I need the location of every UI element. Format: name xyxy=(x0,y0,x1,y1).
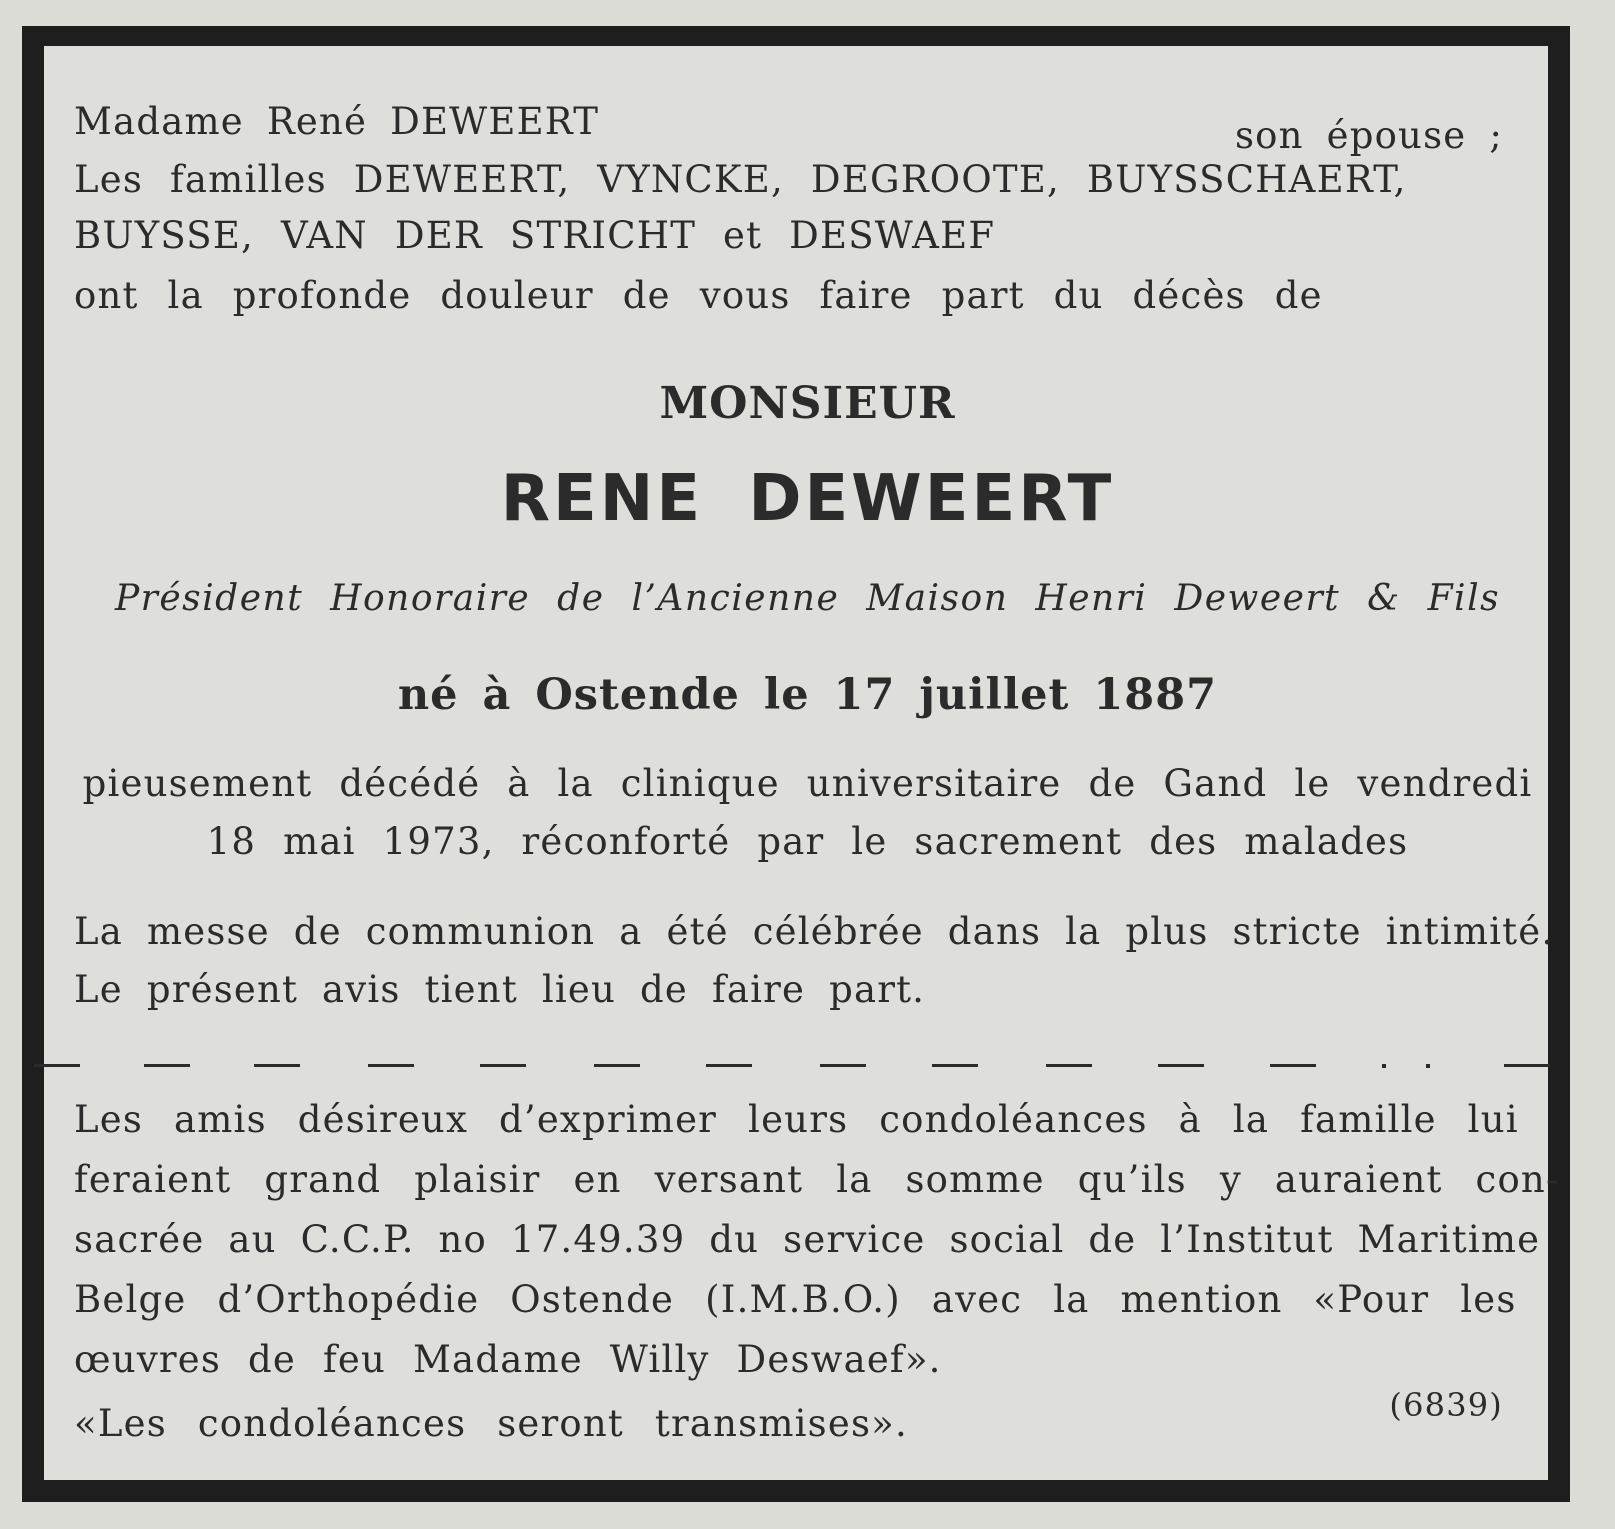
reference-number: (6839) xyxy=(1389,1386,1503,1424)
separator-dash xyxy=(254,1064,300,1067)
position-line: Président Honoraire de l’Ancienne Maison Henri Deweert & Fils xyxy=(114,578,1501,619)
separator-dash xyxy=(932,1064,978,1067)
separator-dash xyxy=(1270,1064,1316,1067)
title-monsieur: MONSIEUR xyxy=(659,378,956,429)
donation-line-6: «Les condoléances seront transmises». xyxy=(74,1402,908,1445)
donation-line-4: Belge d’Orthopédie Ostende (I.M.B.O.) avec la mention «Pour les xyxy=(74,1278,1517,1321)
separator-dot xyxy=(1426,1064,1430,1068)
separator-dash xyxy=(368,1064,414,1067)
deceased-name: RENE DEWEERT xyxy=(500,462,1115,536)
separator-dash xyxy=(1504,1064,1550,1067)
donation-line-1: Les amis désireux d’exprimer leurs condoléances à la famille lui xyxy=(74,1098,1519,1141)
families-line-2: BUYSSE, VAN DER STRICHT et DESWAEF xyxy=(74,214,996,257)
separator-dash xyxy=(34,1064,80,1067)
separator-dot xyxy=(1382,1064,1386,1068)
mass-line-2: Le présent avis tient lieu de faire part. xyxy=(74,968,926,1011)
mass-line-1: La messe de communion a été célébrée dans la plus stricte intimité. xyxy=(74,910,1555,953)
spouse-role: son épouse ; xyxy=(1234,114,1503,157)
announcement-line: ont la profonde douleur de vous faire part du décès de xyxy=(74,274,1323,317)
donation-line-2: feraient grand plaisir en versant la somme qu’ils y auraient con- xyxy=(74,1158,1560,1201)
separator-dash xyxy=(1158,1064,1204,1067)
birth-line: né à Ostende le 17 juillet 1887 xyxy=(397,670,1218,720)
donation-line-5: œuvres de feu Madame Willy Deswaef». xyxy=(74,1338,942,1381)
separator-dashes xyxy=(34,1064,1552,1068)
separator-dash xyxy=(820,1064,866,1067)
donation-line-3: sacrée au C.C.P. no 17.49.39 du service social de l’Institut Maritime xyxy=(74,1218,1541,1261)
separator-dash xyxy=(1046,1064,1092,1067)
death-line-1: pieusement décédé à la clinique universitaire de Gand le vendredi xyxy=(82,762,1533,805)
separator-dash xyxy=(706,1064,752,1067)
spouse-name: Madame René DEWEERT xyxy=(74,100,600,143)
families-line-1: Les familles DEWEERT, VYNCKE, DEGROOTE, BUYSSCHAERT, xyxy=(74,158,1407,201)
separator-dash xyxy=(144,1064,190,1067)
separator-dash xyxy=(594,1064,640,1067)
death-line-2: 18 mai 1973, réconforté par le sacrement des malades xyxy=(206,820,1409,863)
separator-dash xyxy=(480,1064,526,1067)
